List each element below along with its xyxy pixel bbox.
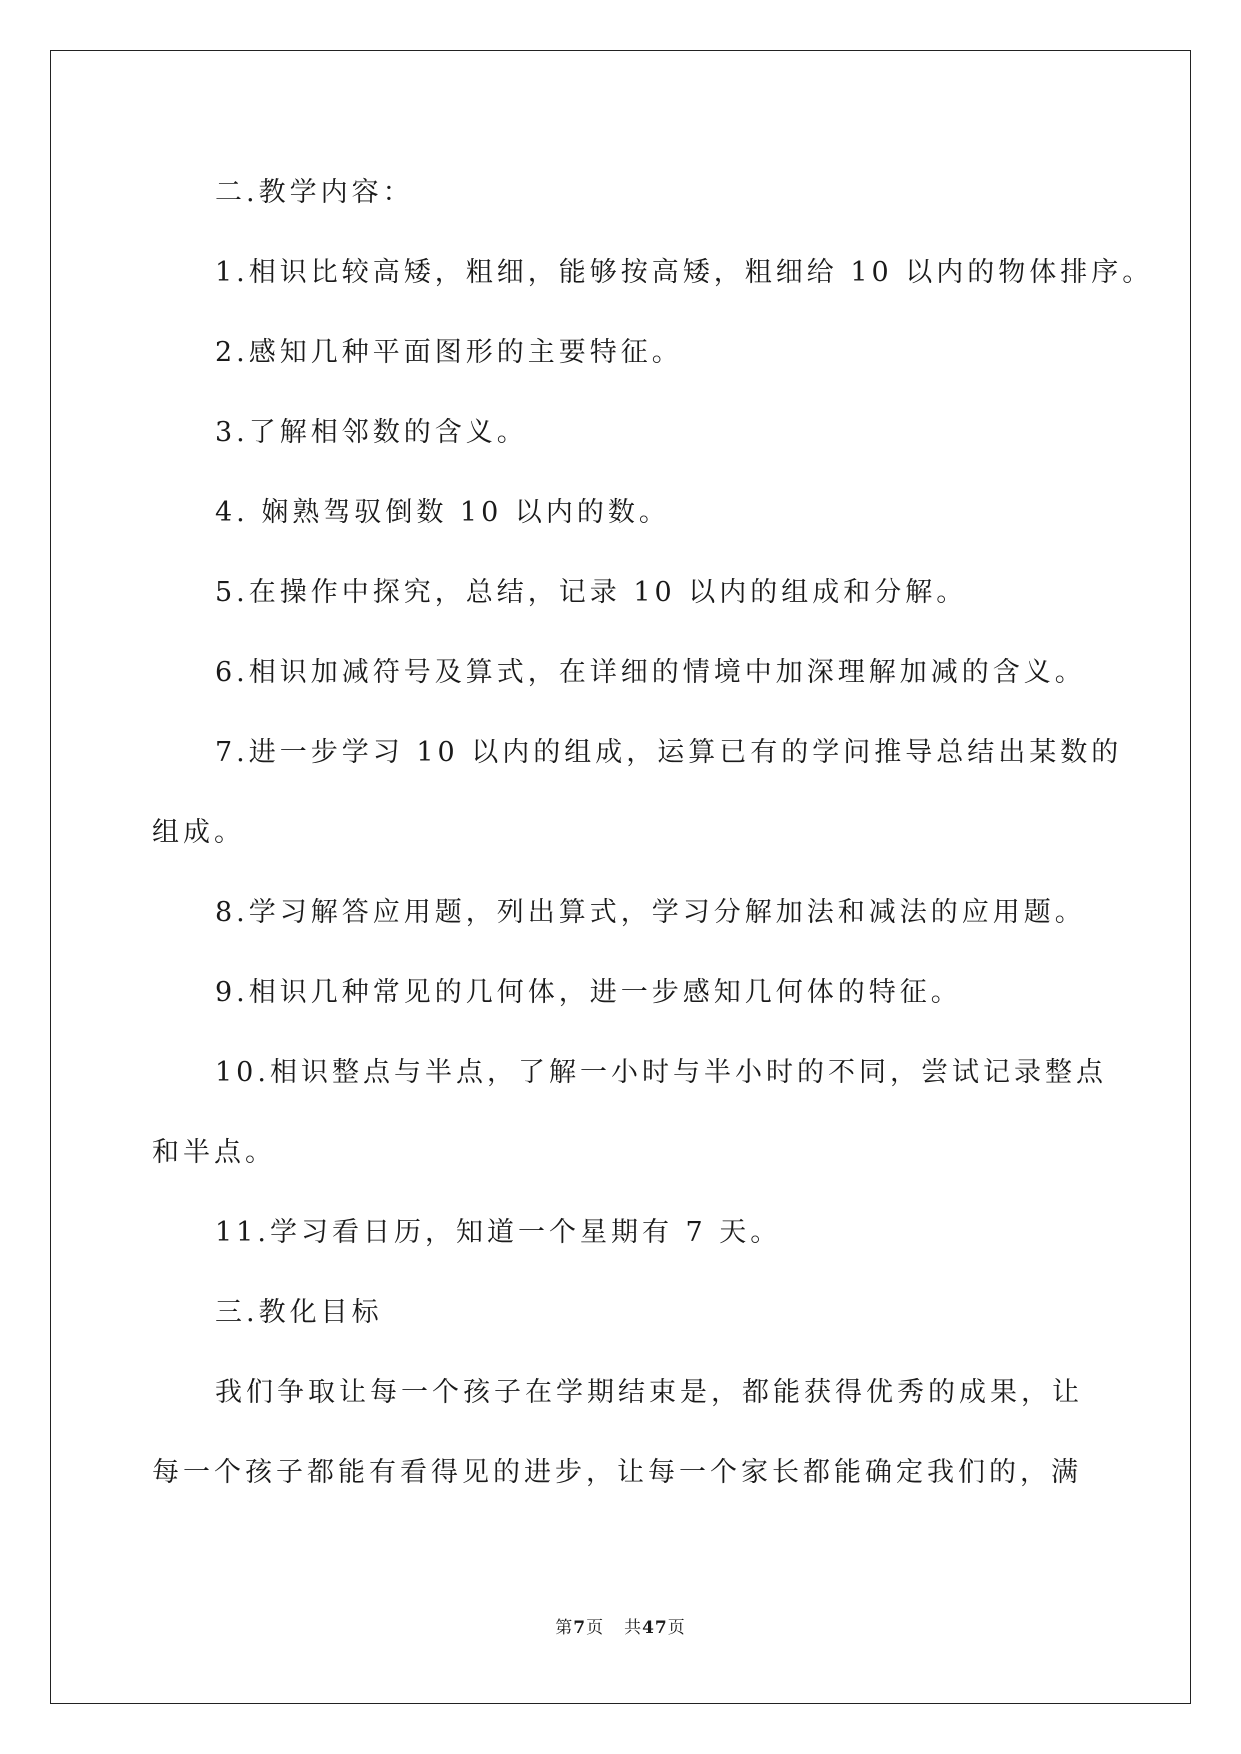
- paragraph-line: 11.学习看日历，知道一个星期有 7 天。: [215, 1217, 782, 1248]
- paragraph-line: 5.在操作中探究，总结，记录 10 以内的组成和分解。: [215, 577, 968, 608]
- paragraph-line: 每一个孩子都能有看得见的进步，让每一个家长都能确定我们的，满: [152, 1457, 1082, 1488]
- paragraph-line: 7.进一步学习 10 以内的组成，运算已有的学问推导总结出某数的: [215, 737, 1123, 768]
- page-footer: [0, 1613, 1241, 1638]
- paragraph-line: 2.感知几种平面图形的主要特征。: [215, 337, 683, 368]
- paragraph-line: 我们争取让每一个孩子在学期结束是，都能获得优秀的成果，让: [215, 1377, 1083, 1408]
- footer-page-prefix: 第: [555, 1618, 574, 1638]
- paragraph-line: 6.相识加减符号及算式，在详细的情境中加深理解加减的含义。: [215, 657, 1086, 688]
- paragraph-line: 9.相识几种常见的几何体，进一步感知几何体的特征。: [215, 977, 962, 1008]
- footer-total-prefix: 共: [624, 1618, 643, 1638]
- footer-total-suffix: 页: [667, 1618, 686, 1638]
- paragraph-line: 10.相识整点与半点，了解一小时与半小时的不同，尝试记录整点: [215, 1057, 1107, 1088]
- footer-page-number: 7: [573, 1618, 587, 1638]
- paragraph-line: 1.相识比较高矮，粗细，能够按高矮，粗细给 10 以内的物体排序。: [215, 257, 1154, 288]
- section-heading-education-goals: 三.教化目标: [215, 1297, 383, 1328]
- paragraph-line: 和半点。: [152, 1137, 276, 1168]
- paragraph-line: 8.学习解答应用题，列出算式，学习分解加法和减法的应用题。: [215, 897, 1086, 928]
- paragraph-line: 4. 娴熟驾驭倒数 10 以内的数。: [215, 497, 670, 528]
- footer-page-suffix: 页: [586, 1618, 605, 1638]
- paragraph-line: 3.了解相邻数的含义。: [215, 417, 528, 448]
- section-heading-teaching-content: 二.教学内容：: [215, 177, 414, 208]
- footer-total-pages: 47: [642, 1618, 668, 1638]
- paragraph-line: 组成。: [152, 817, 245, 848]
